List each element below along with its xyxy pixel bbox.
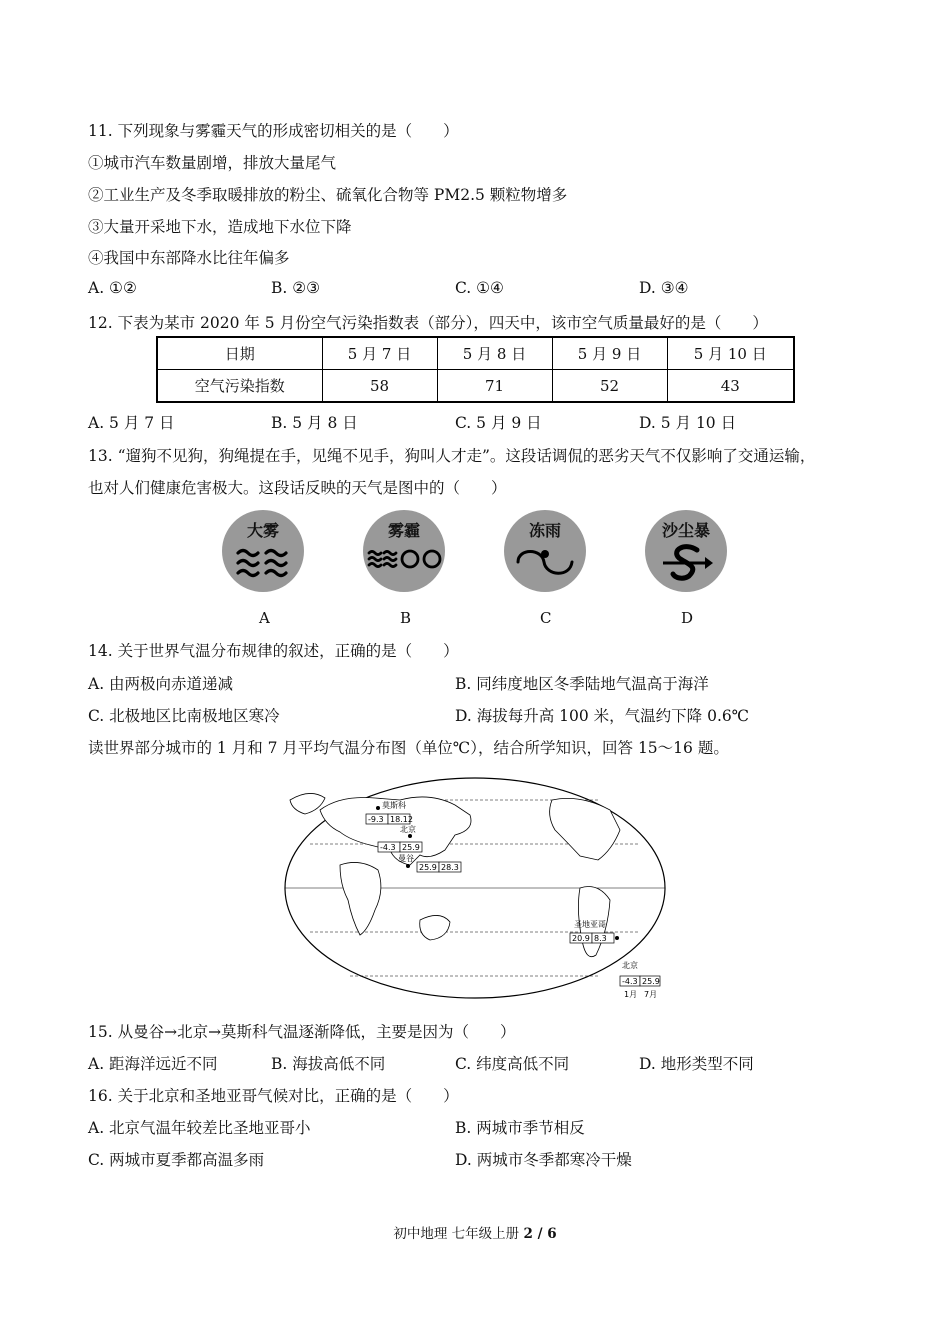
- city-jan-temp: 20.9: [572, 934, 590, 943]
- q16-stem: 16. 关于北京和圣地亚哥气候对比，正确的是（ ）: [88, 1087, 459, 1105]
- table-cell: 5 月 9 日: [552, 337, 667, 370]
- footer-subject: 初中地理 七年级上册: [393, 1226, 524, 1242]
- q14-option-d: D. 海拔每升高 100 米，气温约下降 0.6℃: [455, 707, 750, 725]
- q13-stem-line2: 也对人们健康危害极大。这段话反映的天气是图中的（ ）: [88, 479, 507, 497]
- world-temperature-map: [280, 770, 670, 1002]
- q15-option-a: A. 距海洋远近不同: [88, 1055, 218, 1073]
- footer-page: 2: [523, 1226, 533, 1242]
- table-cell: 58: [322, 370, 437, 403]
- icon-label-c: C: [540, 609, 552, 627]
- q11-stem: 11. 下列现象与雾霾天气的形成密切相关的是（ ）: [88, 122, 459, 140]
- q13-stem-line1: 13. “遛狗不见狗，狗绳提在手，见绳不见手，狗叫人才走”。这段话调侃的恶劣天气不仅影响了交通运输，: [88, 447, 816, 465]
- legend-jul-label: 7月: [644, 990, 658, 999]
- q12-stem: 12. 下表为某市 2020 年 5 月份空气污染指数表（部分），四天中，该市空气质量最好的是（ ）: [88, 314, 768, 332]
- q16-option-c: C. 两城市夏季都高温多雨: [88, 1151, 265, 1169]
- q12-option-d: D. 5 月 10 日: [639, 414, 737, 432]
- q11-item-4: ④我国中东部降水比往年偏多: [88, 249, 290, 267]
- q11-option-a: A. ①②: [88, 279, 137, 297]
- q12-option-c: C. 5 月 9 日: [455, 414, 542, 432]
- moscow-dot: [376, 806, 380, 810]
- city-name: 曼谷: [398, 854, 414, 863]
- q11-option-b: B. ②③: [271, 279, 321, 297]
- beijing-dot: [408, 834, 412, 838]
- q15-stem: 15. 从曼谷→北京→莫斯科气温逐渐降低，主要是因为（ ）: [88, 1023, 516, 1041]
- city-name: 莫斯科: [382, 801, 406, 810]
- q15-option-b: B. 海拔高低不同: [271, 1055, 386, 1073]
- table-cell: 5 月 8 日: [437, 337, 552, 370]
- legend-jan-label: 1月: [624, 990, 638, 999]
- bangkok-dot: [406, 864, 410, 868]
- santiago-dot: [615, 936, 619, 940]
- city-jan-temp: -9.3: [368, 815, 384, 824]
- map-legend: [620, 960, 660, 999]
- q12-option-a: A. 5 月 7 日: [88, 414, 175, 432]
- q15-option-d: D. 地形类型不同: [639, 1055, 754, 1073]
- table-cell: 52: [552, 370, 667, 403]
- map-intro: 读世界部分城市的 1 月和 7 月平均气温分布图（单位℃），结合所学知识，回答 15～16 题。: [88, 739, 729, 757]
- city-name: 圣地亚哥: [574, 920, 606, 929]
- fog-icon: [222, 510, 304, 592]
- table-cell: 5 月 10 日: [667, 337, 794, 370]
- table-cell: 日期: [157, 337, 322, 370]
- footer-total: 6: [547, 1226, 557, 1242]
- q14-option-c: C. 北极地区比南极地区寒冷: [88, 707, 280, 725]
- freezing-rain-icon-title: 冻雨: [528, 521, 561, 540]
- q12-option-b: B. 5 月 8 日: [271, 414, 358, 432]
- pollution-table: [156, 336, 795, 403]
- q16-option-b: B. 两城市季节相反: [455, 1119, 585, 1137]
- table-cell: 空气污染指数: [157, 370, 322, 403]
- q15-option-c: C. 纬度高低不同: [455, 1055, 570, 1073]
- table-cell: 71: [437, 370, 552, 403]
- city-jan-temp: 25.9: [419, 863, 437, 872]
- city-jul-temp: 25.9: [402, 843, 420, 852]
- city-jan-temp: -4.3: [380, 843, 396, 852]
- q14-option-a: A. 由两极向赤道递减: [88, 675, 234, 693]
- table-cell: 43: [667, 370, 794, 403]
- table-row: [157, 370, 794, 403]
- icon-label-a: A: [259, 609, 270, 627]
- table-cell: 5 月 7 日: [322, 337, 437, 370]
- q11-option-d: D. ③④: [639, 279, 689, 297]
- table-row: [157, 337, 794, 370]
- sandstorm-icon: [645, 510, 727, 592]
- q11-item-1: ①城市汽车数量剧增，排放大量尾气: [88, 154, 337, 172]
- legend-jul-temp: 25.9: [642, 977, 660, 986]
- icon-label-d: D: [681, 609, 694, 627]
- q11-item-2: ②工业生产及冬季取暖排放的粉尘、硫氧化合物等 PM2.5 颗粒物增多: [88, 186, 568, 204]
- footer-sep: /: [532, 1226, 548, 1242]
- q16-option-d: D. 两城市冬季都寒冷干燥: [455, 1151, 632, 1169]
- city-name: 北京: [400, 825, 416, 834]
- city-jul-temp: 28.3: [441, 863, 459, 872]
- icon-label-b: B: [400, 609, 412, 627]
- fog-icon-title: 大雾: [246, 521, 279, 540]
- freezing-rain-icon: [504, 510, 586, 592]
- q11-option-c: C. ①④: [455, 279, 504, 297]
- legend-city: 北京: [622, 961, 638, 970]
- q14-stem: 14. 关于世界气温分布规律的叙述，正确的是（ ）: [88, 642, 459, 660]
- haze-icon: [363, 510, 445, 592]
- q16-option-a: A. 北京气温年较差比圣地亚哥小: [88, 1119, 311, 1137]
- city-jul-temp: 8.3: [594, 934, 607, 943]
- sandstorm-icon-title: 沙尘暴: [661, 521, 710, 540]
- q14-option-b: B. 同纬度地区冬季陆地气温高于海洋: [455, 675, 709, 693]
- page-footer: [0, 1222, 950, 1242]
- legend-jan-temp: -4.3: [622, 977, 638, 986]
- q11-item-3: ③大量开采地下水，造成地下水位下降: [88, 218, 352, 236]
- haze-icon-title: 雾霾: [387, 521, 420, 540]
- city-jul-temp: 18.12: [390, 815, 413, 824]
